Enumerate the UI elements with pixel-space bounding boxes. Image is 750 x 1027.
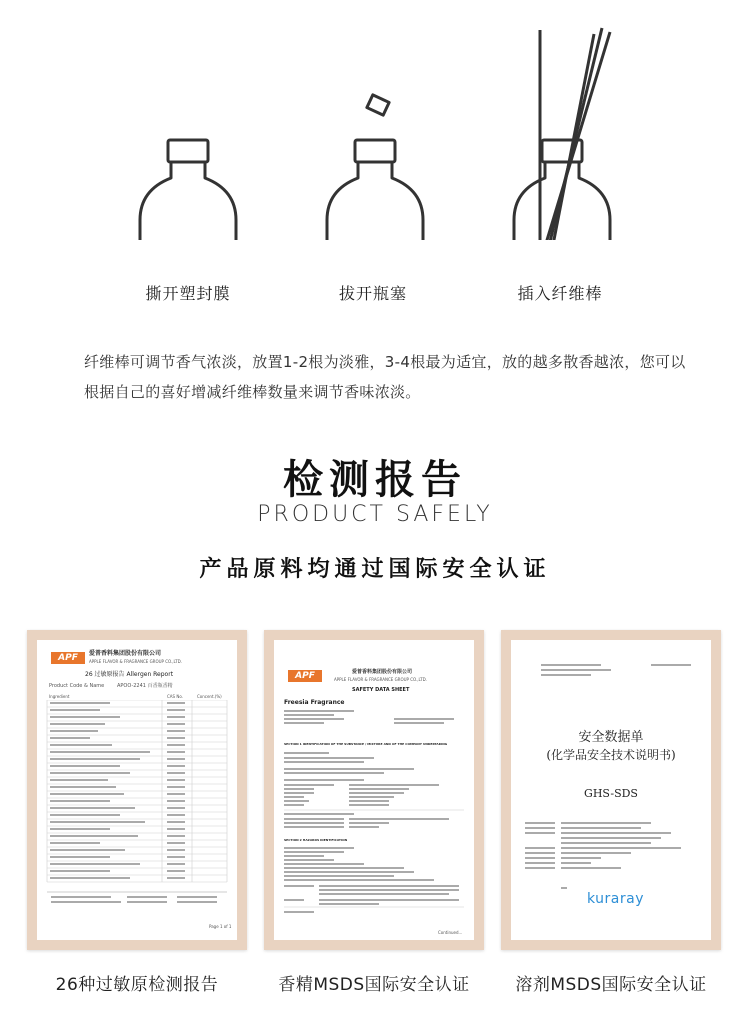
apf-logo: APF [288,670,322,682]
sds-product-name: Freesia Fragrance [284,699,345,706]
certificate-allergen-frame[interactable] [27,630,247,950]
page-number: Page 1 of 1 [209,924,232,929]
report-title: 26 过敏原报告 Allergen Report [85,671,174,678]
certificate-fragrance-msds-frame[interactable] [264,630,484,950]
step-label-peel: 撕开塑封膜 [145,284,231,303]
sds-header-lines [274,708,474,738]
certificate-allergen-paper [37,640,237,940]
company-name-cn: 爱普香料集团股份有限公司 [352,669,413,675]
certificate-solvent-msds-frame[interactable] [501,630,721,950]
sds-continued: Continued... [438,930,463,935]
section-title: 产品原料均通过国际安全认证 [199,557,551,582]
column-header-cas: CAS No. [167,694,183,699]
caption-allergen-report: 26种过敏原检测报告 [55,975,219,995]
company-name-en: APPLE FLAVOR & FRAGRANCE GROUP CO.,LTD. [89,659,182,664]
bottle-sealed-icon [118,20,258,240]
page-subtitle: PRODUCT SAFELY [257,502,493,527]
sds-title-cn: 安全数据单 [578,730,644,745]
bottle-cap-off-icon [305,20,445,240]
column-header-ingredient: Ingredient [49,694,70,699]
ghs-sds-code: GHS-SDS [584,787,638,800]
ghs-header-lines [511,660,711,700]
sds-subtitle-cn: (化学品安全技术说明书) [546,748,676,762]
company-name-cn: 爱普香料集团股份有限公司 [89,650,162,657]
sds-title: SAFETY DATA SHEET [352,687,410,693]
caption-fragrance-msds: 香精MSDS国际安全认证 [278,975,470,995]
company-name-en: APPLE FLAVOR & FRAGRANCE GROUP CO.,LTD. [334,677,427,682]
page-title: 检测报告 [283,457,467,503]
caption-solvent-msds: 溶剂MSDS国际安全认证 [515,975,707,995]
product-code-label: Product Code & Name [49,683,105,689]
product-code-value: APOO-2241 百香瓶香精 [117,683,173,689]
report-footer-lines [37,890,237,920]
kuraray-logo: kuraray [587,891,645,907]
sds-section-1-body [274,750,474,860]
usage-description: 纤维棒可调节香气浓淡，放置1-2根为淡雅，3-4根最为适宜，放的越多散香越浓，您可以根据自己的喜好增减纤维棒数量来调节香味浓淡。 [84,353,686,401]
bottle-reeds-icon [492,20,632,240]
step-label-uncap: 拔开瓶塞 [338,284,407,303]
sds-section-2-body [274,845,474,925]
certificate-solvent-msds-paper [511,640,711,940]
step-label-insert-reeds: 插入纤维棒 [517,284,603,303]
sds-section-1: SECTION 1 IDENTIFICATION OF THE SUBSTANCE / MIXTURE AND OF THE COMPANY UNDERTAKING [284,742,448,746]
column-header-concent: Concent.(%) [197,694,222,699]
sds-section-2: SECTION 2 HAZARDS IDENTIFICATION [284,838,348,842]
certificate-fragrance-msds-paper [274,640,474,940]
apf-logo: APF [51,652,85,664]
allergen-table-rows [37,700,237,900]
